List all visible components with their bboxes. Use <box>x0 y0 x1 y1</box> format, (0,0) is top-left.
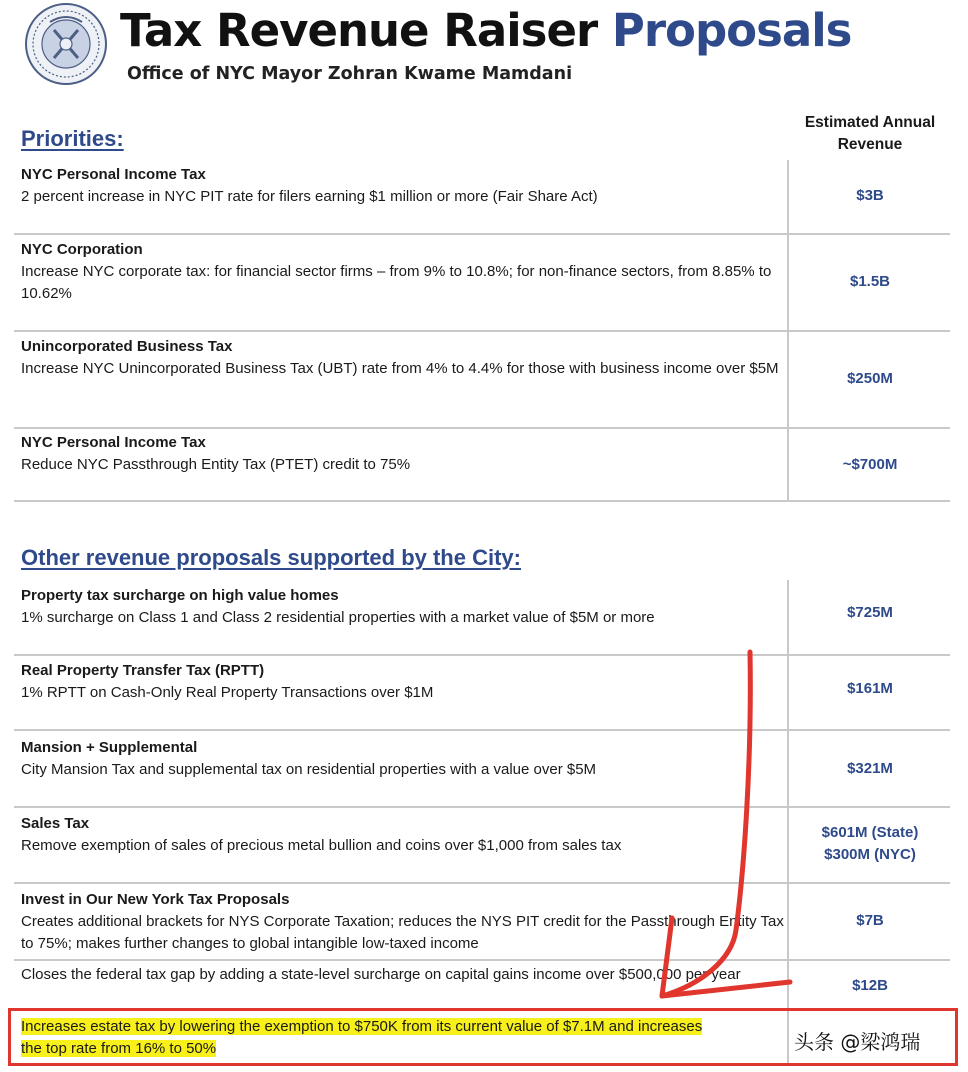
proposal-name: Invest in Our New York Tax Proposals <box>21 891 290 908</box>
nyc-seal-logo <box>20 0 112 88</box>
proposal-name: NYC Personal Income Tax <box>21 434 206 451</box>
proposal-description: 2 percent increase in NYC PIT rate for filers earning $1 million or more (Fair Share Act) <box>21 188 598 205</box>
row-divider <box>14 654 950 656</box>
proposal-description: Closes the federal tax gap by adding a state-level surcharge on capital gains income over $500,000 per year <box>21 966 741 983</box>
proposal-name: NYC Corporation <box>21 241 143 258</box>
title-accent: Proposals <box>611 4 852 57</box>
column-divider <box>787 580 789 1008</box>
proposal-name: Property tax surcharge on high value homes <box>21 587 339 604</box>
proposal-description: Reduce NYC Passthrough Entity Tax (PTET) credit to 75% <box>21 456 411 473</box>
revenue-amount: $3B <box>856 187 884 204</box>
proposal-name: Real Property Transfer Tax (RPTT) <box>21 662 265 679</box>
revenue-amount-nyc: $300M (NYC) <box>824 846 916 863</box>
page-subtitle: Office of NYC Mayor Zohran Kwame Mamdani <box>127 64 573 84</box>
revenue-amount: $250M <box>847 370 893 387</box>
proposal-description: Increase NYC corporate tax: for financial sector firms – from 9% to 10.8%; for non-finance sectors, from 8.85% to 10.62% <box>21 263 772 302</box>
highlighted-description-line: the top rate from 16% to 50% <box>21 1040 217 1057</box>
title-main: Tax Revenue Raiser <box>120 4 598 57</box>
revenue-amount-state: $601M (State) <box>821 824 919 841</box>
row-divider <box>14 806 950 808</box>
revenue-amount: $161M <box>847 680 893 697</box>
other-proposals-heading: Other revenue proposals supported by the City: <box>21 545 521 570</box>
watermark: 头条 @梁鸿瑞 <box>794 1030 921 1054</box>
revenue-amount: $1.5B <box>849 273 891 290</box>
proposal-name: Mansion + Supplemental <box>21 739 198 756</box>
proposal-description: 1% surcharge on Class 1 and Class 2 residential properties with a market value of $5M or more <box>21 609 655 626</box>
revenue-amount <box>790 822 950 866</box>
page-title <box>120 4 851 57</box>
proposal-name: Unincorporated Business Tax <box>21 338 233 355</box>
revenue-column-header: Estimated Annual Revenue <box>804 114 936 153</box>
proposal-description: Increase NYC Unincorporated Business Tax (UBT) rate from 4% to 4.4% for those with business income over $5M <box>21 360 779 377</box>
row-divider <box>14 427 950 429</box>
row-divider <box>14 882 950 884</box>
row-divider <box>14 959 950 961</box>
row-divider <box>14 729 950 731</box>
proposal-name: Sales Tax <box>21 815 90 832</box>
revenue-amount: $725M <box>847 604 893 621</box>
proposal-name: NYC Personal Income Tax <box>21 166 206 183</box>
revenue-amount: $7B <box>856 912 884 929</box>
row-divider <box>14 500 950 502</box>
column-divider <box>787 1011 789 1063</box>
proposal-description: City Mansion Tax and supplemental tax on residential properties with a value over $5M <box>21 761 597 778</box>
priorities-heading: Priorities: <box>21 126 124 151</box>
row-divider <box>14 233 950 235</box>
proposal-description: Remove exemption of sales of precious metal bullion and coins over $1,000 from sales tax <box>21 837 622 854</box>
revenue-amount: $12B <box>852 977 888 994</box>
proposal-description: 1% RPTT on Cash-Only Real Property Transactions over $1M <box>21 684 434 701</box>
revenue-amount: ~$700M <box>842 456 898 473</box>
highlighted-description-line: Increases estate tax by lowering the exemption to $750K from its current value of $7.1M and increases <box>21 1018 703 1035</box>
proposal-description: Creates additional brackets for NYS Corporate Taxation; reduces the NYS PIT credit for the Passthrough Entity Tax to 75%; makes further changes to global intangible low-taxed income <box>21 913 784 952</box>
row-divider <box>14 330 950 332</box>
revenue-amount: $321M <box>847 760 893 777</box>
